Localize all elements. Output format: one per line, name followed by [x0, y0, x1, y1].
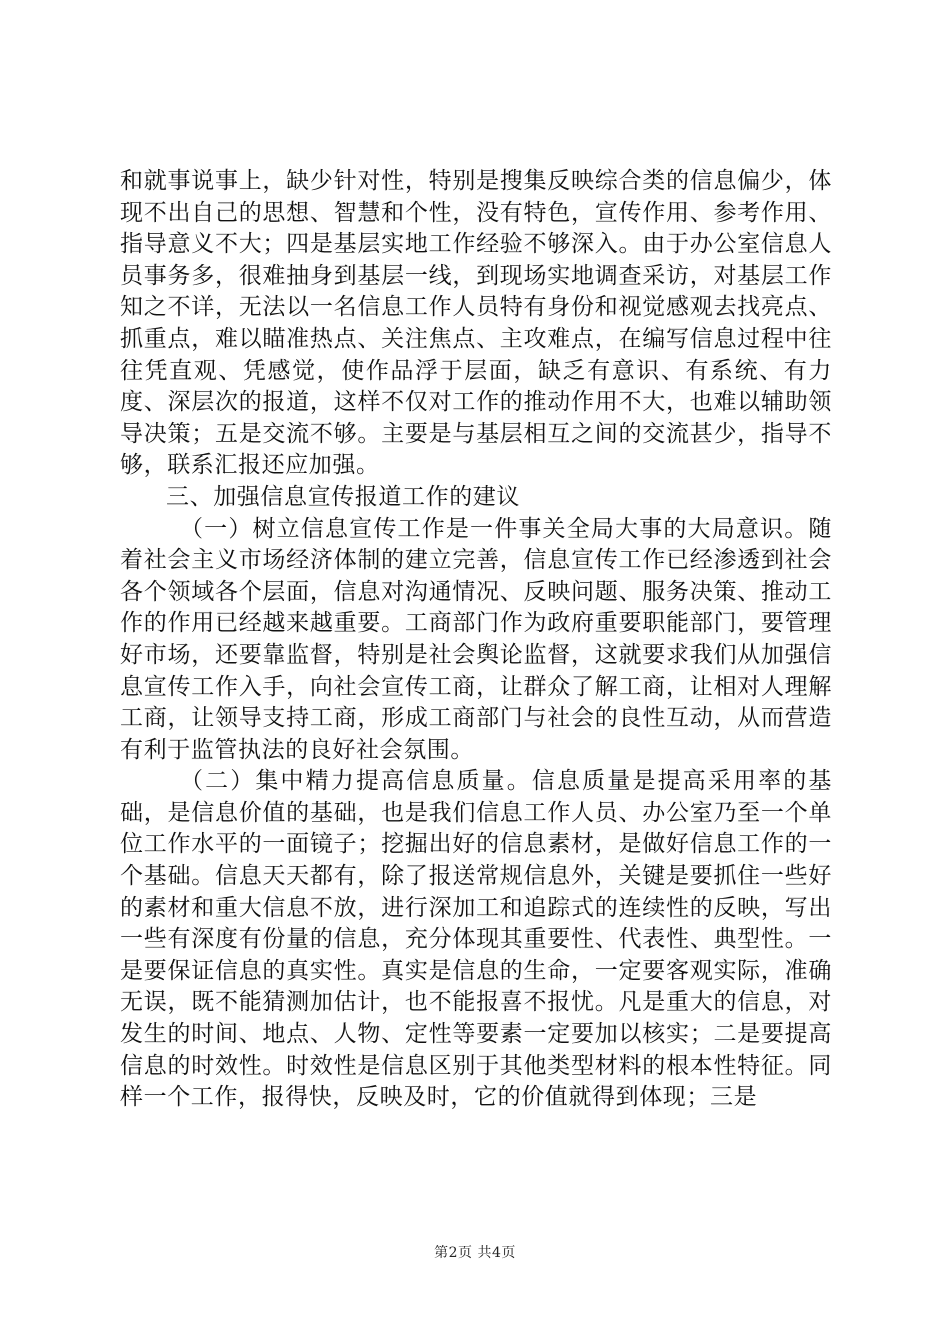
section-heading: 三、加强信息宣传报道工作的建议: [166, 483, 520, 510]
paragraph-continuation: 和就事说事上，缺少针对性，特别是搜集反映综合类的信息偏少，体现不出自己的思想、智慧和个性，没有特色，宣传作用、参考作用、指导意义不大；四是基层实地工作经验不够深入。由于办公室信息人员事务多，很难抽身到基层一线，到现场实地调查采访，对基层工作知之不详，无法以一名信息工作人员特有身份和视觉感观去找亮点、抓重点，难以瞄准热点、关注焦点、主攻难点，在编写信息过程中往往凭直观、凭感觉，使作品浮于层面，缺乏有意识、有系统、有力度、深层次的报道，这样不仅对工作的推动作用不大，也难以辅助领导决策；五是交流不够。主要是与基层相互之间的交流甚少，指导不够，联系汇报还应加强。: [120, 168, 832, 479]
document-body: [120, 166, 832, 1114]
paragraph-item-one: （一）树立信息宣传工作是一件事关全局大事的大局意识。随着社会主义市场经济体制的建立完善，信息宣传工作已经渗透到社会各个领域各个层面，信息对沟通情况、反映问题、服务决策、推动工作的作用已经越来越重要。工商部门作为政府重要职能部门，要管理好市场，还要靠监督，特别是社会舆论监督，这就要求我们从加强信息宣传工作入手，向社会宣传工商，让群众了解工商，让相对人理解工商，让领导支持工商，形成工商部门与社会的良性互动，从而营造有利于监管执法的良好社会氛围。: [120, 515, 832, 763]
page-number-footer: 第2页 共4页: [434, 1245, 516, 1261]
paragraph-item-two: （二）集中精力提高信息质量。信息质量是提高采用率的基础，是信息价值的基础，也是我们信息工作人员、办公室乃至一个单位工作水平的一面镜子；挖掘出好的信息素材，是做好信息工作的一个基础。信息天天都有，除了报送常规信息外，关键是要抓住一些好的素材和重大信息不放，进行深加工和追踪式的连续性的反映，写出一些有深度有份量的信息，充分体现其重要性、代表性、典型性。一是要保证信息的真实性。真实是信息的生命，一定要客观实际，准确无误，既不能猜测加估计，也不能报喜不报忧。凡是重大的信息，对发生的时间、地点、人物、定性等要素一定要加以核实；二是要提高信息的时效性。时效性是信息区别于其他类型材料的根本性特征。同样一个工作，报得快，反映及时，它的价值就得到体现；三是: [120, 768, 832, 1111]
